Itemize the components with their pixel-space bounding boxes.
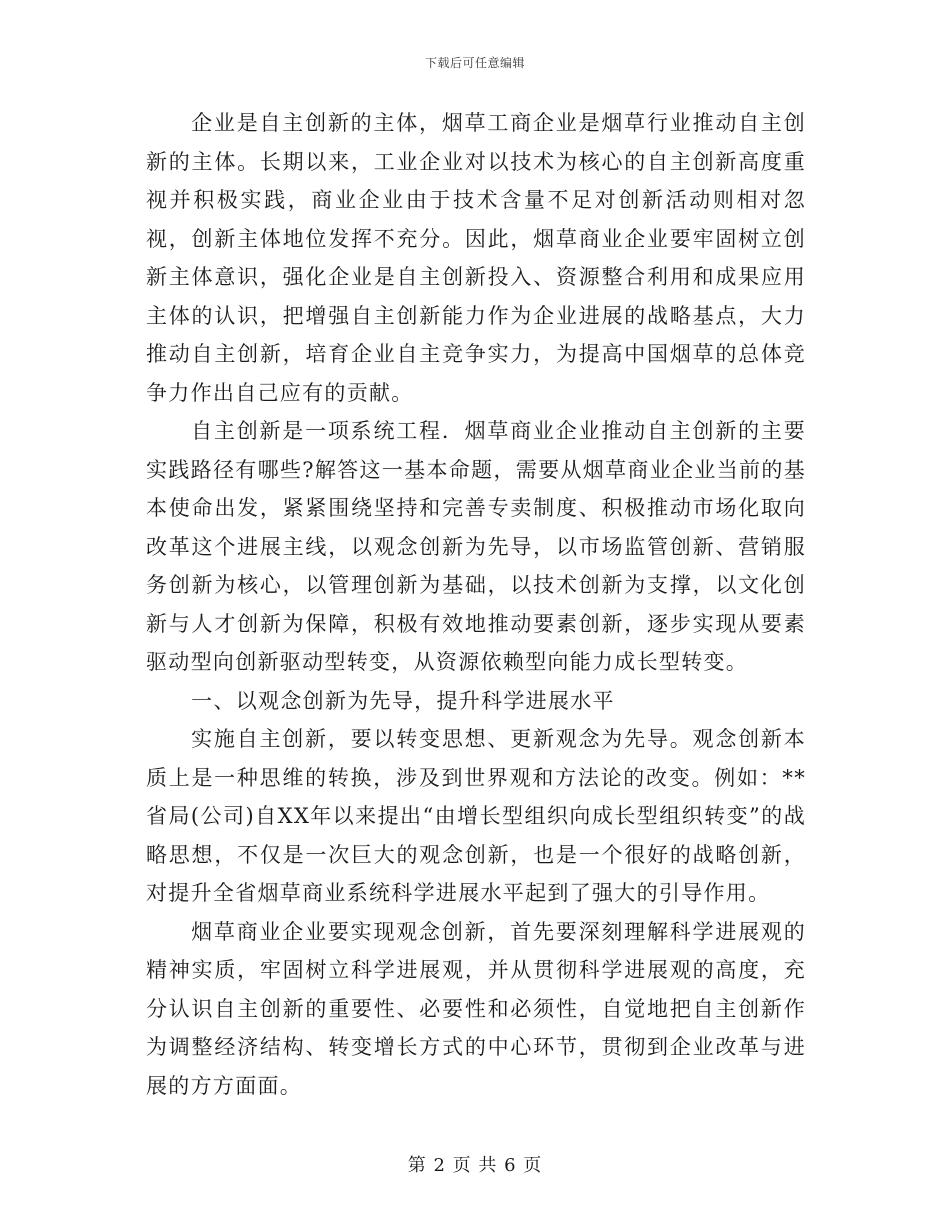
document-body <box>146 104 806 1105</box>
paragraph-2: 自主创新是一项系统工程．烟草商业企业推动自主创新的主要实践路径有哪些?解答这一基本命题，需要从烟草商业企业当前的基本使命出发，紧紧围绕坚持和完善专卖制度、积极推动市场化取向改革这个进展主线，以观念创新为先导，以市场监管创新、营销服务创新为核心，以管理创新为基础，以技术创新为支撑，以文化创新与人才创新为保障，积极有效地推动要素创新，逐步实现从要素驱动型向创新驱动型转变，从资源依赖型向能力成长型转变。 <box>146 419 806 674</box>
page-number: 第 2 页 共 6 页 <box>407 1155 543 1176</box>
section-heading: 一、以观念创新为先导，提升科学进展水平 <box>191 688 615 713</box>
paragraph-3: 实施自主创新，要以转变思想、更新观念为先导。观念创新本质上是一种思维的转换，涉及到世界观和方法论的改变。例如：**省局(公司)自XX年以来提出“由增长型组织向成长型组织转变”的战略思想，不仅是一次巨大的观念创新，也是一个很好的战略创新，对提升全省烟草商业系统科学进展水平起到了强大的引导作用。 <box>146 727 806 905</box>
paragraph-1: 企业是自主创新的主体，烟草工商企业是烟草行业推动自主创新的主体。长期以来，工业企业对以技术为核心的自主创新高度重视并积极实践，商业企业由于技术含量不足对创新活动则相对忽视，创新主体地位发挥不充分。因此，烟草商业企业要牢固树立创新主体意识，强化企业是自主创新投入、资源整合利用和成果应用主体的认识，把增强自主创新能力作为企业进展的战略基点，大力推动自主创新，培育企业自主竞争实力，为提高中国烟草的总体竞争力作出自己应有的贡献。 <box>146 111 806 405</box>
page-header: 下载后可任意编辑 <box>424 56 525 70</box>
paragraph-4: 烟草商业企业要实现观念创新，首先要深刻理解科学进展观的精神实质，牢固树立科学进展观，并从贯彻科学进展观的高度，充分认识自主创新的重要性、必要性和必须性，自觉地把自主创新作为调整经济结构、转变增长方式的中心环节，贯彻到企业改革与进展的方方面面。 <box>146 919 806 1098</box>
